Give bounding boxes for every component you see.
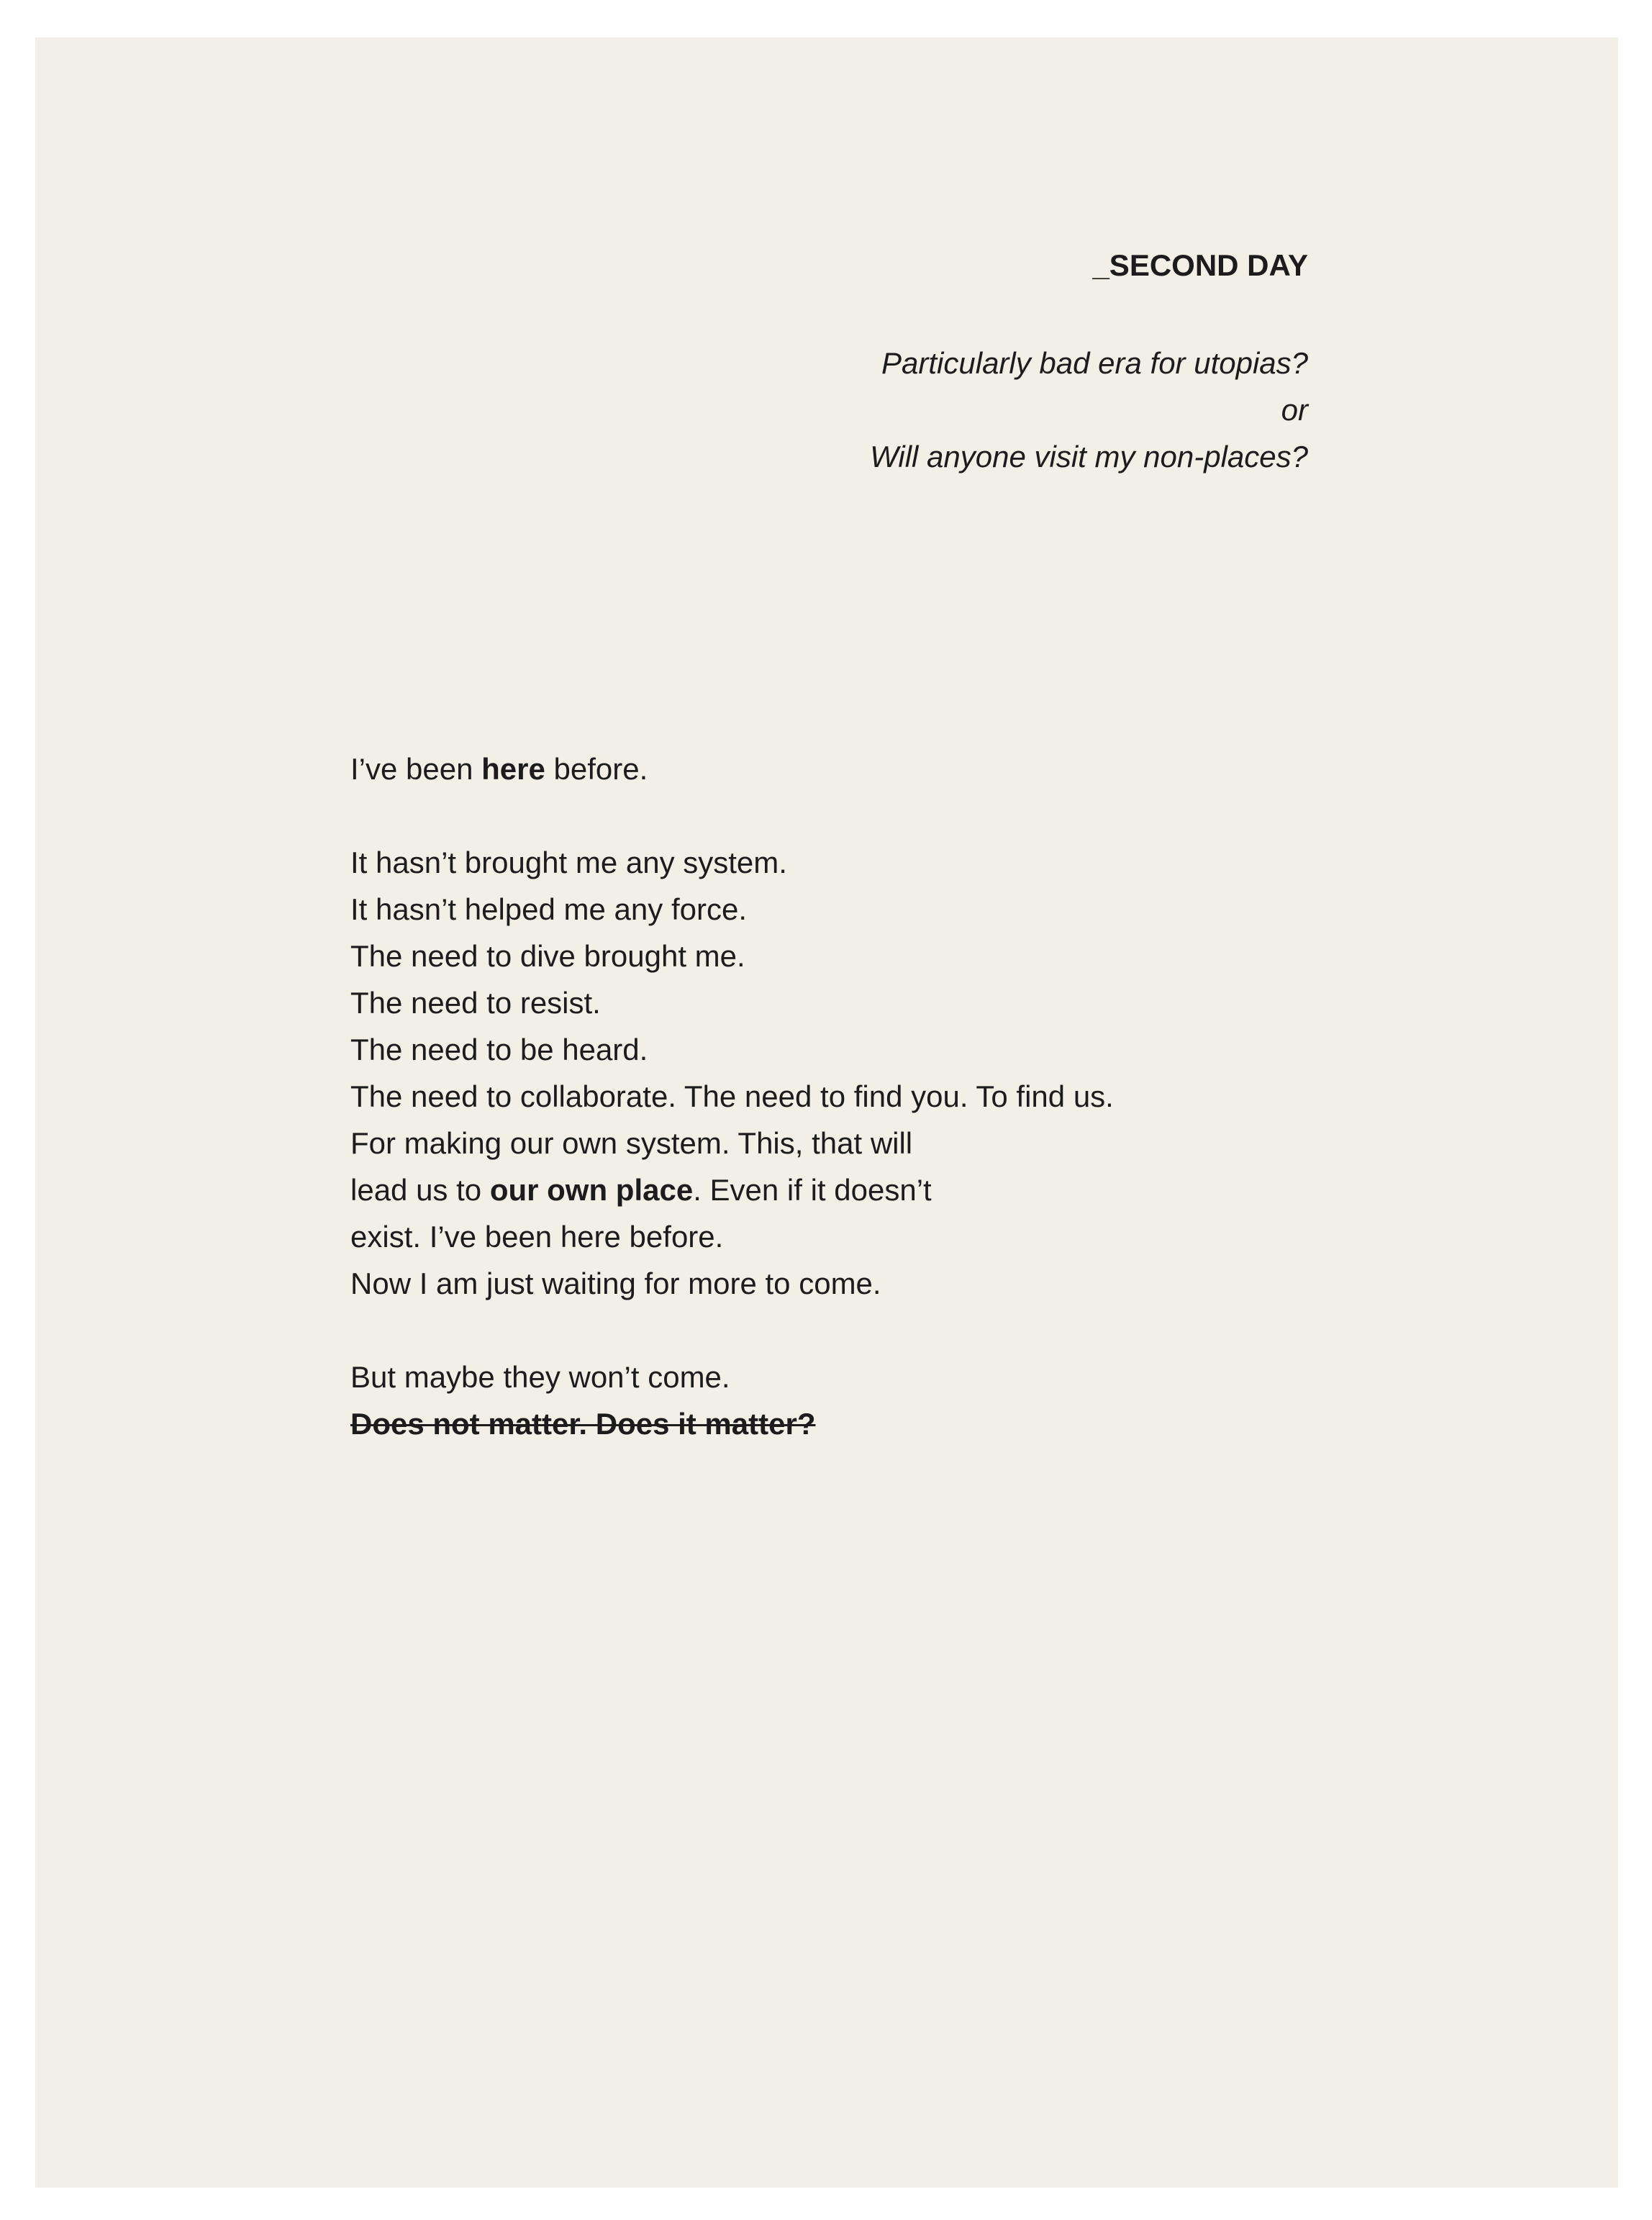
page-sheet xyxy=(35,37,1618,2188)
stanza-break xyxy=(350,792,1114,839)
emphasis-own-place: our own place xyxy=(489,1173,694,1207)
poem-line-own-place xyxy=(350,1166,1114,1213)
struck-through-line: Does not matter. Does it matter? xyxy=(350,1407,816,1441)
subtitle-or: or xyxy=(1281,393,1308,427)
heading-block xyxy=(870,248,1308,480)
poem-line: The need to be heard. xyxy=(350,1033,648,1066)
poem-line: For making our own system. This, that will xyxy=(350,1126,913,1160)
subtitle-question-2: Will anyone visit my non-places? xyxy=(870,440,1308,474)
poem-line-1 xyxy=(350,746,1114,792)
poem-body xyxy=(350,746,1114,1447)
poem-line: It hasn’t brought me any system. xyxy=(350,846,787,879)
stanza-break xyxy=(350,1307,1114,1354)
poem-closing-line: But maybe they won’t come. xyxy=(350,1360,730,1394)
text-fragment: . Even if it doesn’t xyxy=(693,1173,932,1207)
poem-line: exist. I’ve been here before. xyxy=(350,1220,724,1254)
text-fragment: lead us to xyxy=(350,1173,490,1207)
poem-line: It hasn’t helped me any force. xyxy=(350,892,747,926)
emphasis-here: here xyxy=(481,752,545,786)
poem-line: The need to dive brought me. xyxy=(350,939,745,973)
text-fragment: I’ve been xyxy=(350,752,482,786)
poem-line: Now I am just waiting for more to come. xyxy=(350,1267,881,1300)
poem-line: The need to resist. xyxy=(350,986,601,1020)
subtitle-question-1: Particularly bad era for utopias? xyxy=(881,346,1308,380)
poem-line: The need to collaborate. The need to find you. To find us. xyxy=(350,1079,1114,1113)
text-fragment: before. xyxy=(545,752,648,786)
page-title: _SECOND DAY xyxy=(1092,248,1308,282)
